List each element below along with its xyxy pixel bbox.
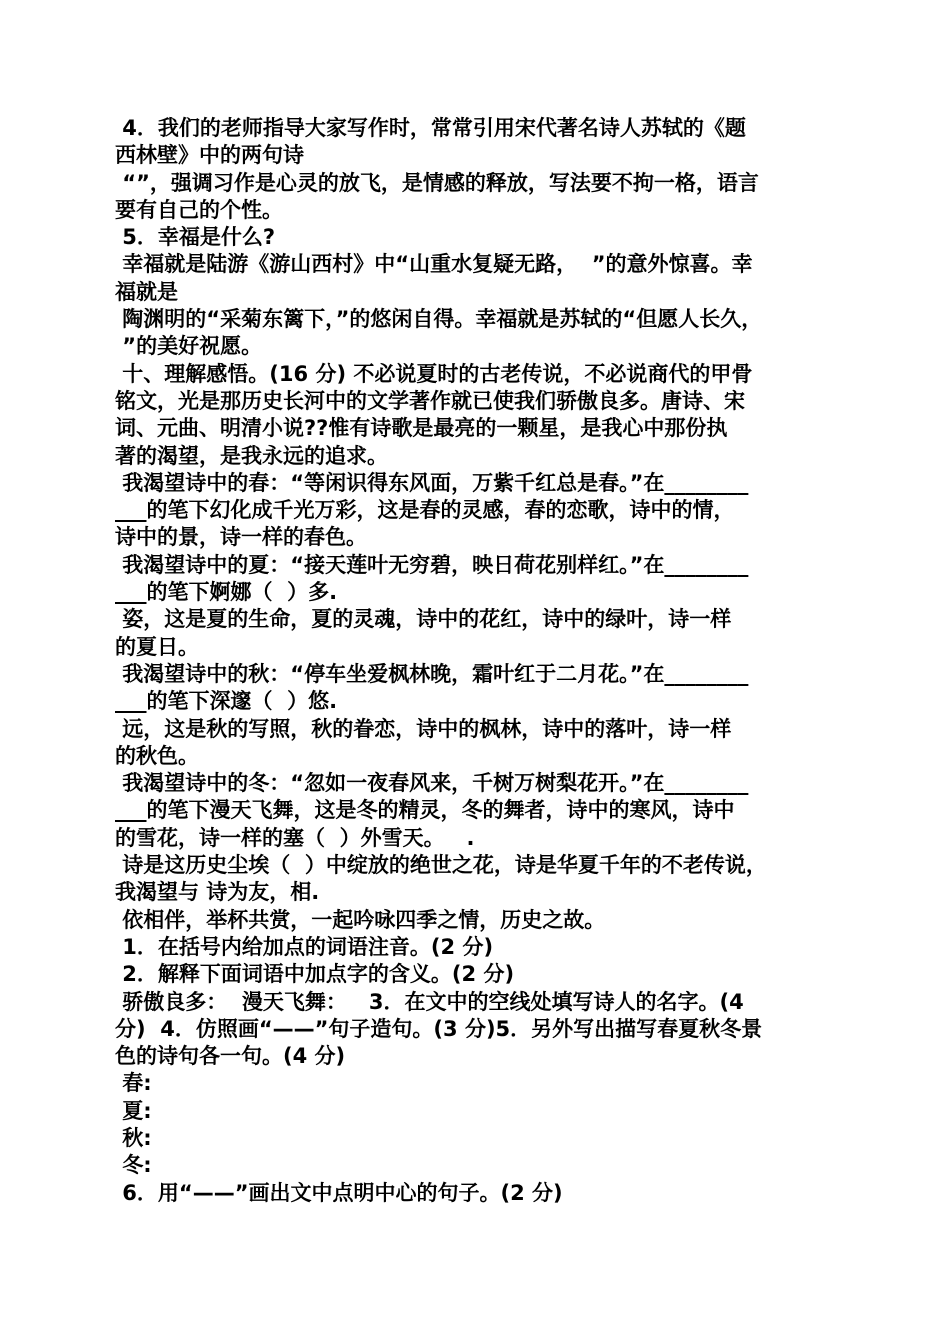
text-line: 分) 4．仿照画“——”句子造句。(3 分)5．另外写出描写春夏秋冬景: [115, 1016, 763, 1041]
text-line: 2．解释下面词语中加点字的含义。(2 分): [115, 962, 515, 987]
text-line: 幸福就是陆游《游山西村》中“山重水复疑无路， ”的意外惊喜。幸: [115, 252, 753, 277]
text-line: 十、理解感悟。(16 分) 不必说夏时的古老传说，不必说商代的甲骨: [115, 361, 753, 386]
text-line: 要有自己的个性。: [115, 197, 283, 222]
text-line: ___的笔下漫天飞舞，这是冬的精灵，冬的舞者，诗中的寒风，诗中: [115, 798, 735, 823]
document-page: [115, 115, 845, 1207]
text-line: 西林壁》中的两句诗: [115, 143, 304, 168]
text-line: 福就是: [115, 279, 178, 304]
text-line: 色的诗句各一句。(4 分): [115, 1044, 346, 1069]
text-line: 的雪花，诗一样的塞（ ）外雪天。 .: [115, 825, 475, 850]
text-line: 4．我们的老师指导大家写作时，常常引用宋代著名诗人苏轼的《题: [115, 116, 746, 140]
text-line: 我渴望诗中的秋：“停车坐爱枫林晚，霜叶红于二月花。”在________: [115, 661, 749, 686]
text-line: “”，强调习作是心灵的放飞，是情感的释放，写法要不拘一格，语言: [115, 170, 759, 195]
text-line: 我渴望诗中的夏：“接天莲叶无穷碧，映日荷花别样红。”在________: [115, 552, 749, 577]
text-line: 依相伴，举杯共赏，一起吟咏四季之情，历史之故。: [115, 907, 606, 932]
text-line: 词、元曲、明清小说??惟有诗歌是最亮的一颗星，是我心中那份执: [115, 416, 728, 441]
text-line: 的秋色。: [115, 743, 199, 768]
text-line: 著的渴望，是我永远的追求。: [115, 443, 388, 468]
text-line: 5．幸福是什么?: [115, 225, 276, 250]
text-line: 的夏日。: [115, 634, 199, 659]
text-line: 铭文，光是那历史长河中的文学著作就已使我们骄傲良多。唐诗、宋: [115, 388, 745, 413]
text-line: ___的笔下幻化成千光万彩，这是春的灵感，春的恋歌，诗中的情，: [115, 498, 735, 523]
text-line: 6．用“——”画出文中点明中心的句子。(2 分): [115, 1180, 563, 1205]
text-line: 远，这是秋的写照，秋的眷恋，诗中的枫林，诗中的落叶，诗一样: [115, 716, 732, 741]
text-line: 陶渊明的“采菊东篱下，”的悠闲自得。幸福就是苏轼的“但愿人长久，: [115, 307, 763, 332]
text-line: 骄傲良多： 漫天飞舞： 3．在文中的空线处填写诗人的名字。(4: [115, 989, 744, 1014]
text-line: 1．在括号内给加点的词语注音。(2 分): [115, 934, 494, 959]
text-line: 诗是这历史尘埃（ ）中绽放的绝世之花，诗是华夏千年的不老传说，: [115, 853, 767, 878]
text-line: 夏:: [115, 1098, 152, 1123]
text-line: 诗中的景，诗一样的春色。: [115, 525, 367, 550]
text-line: ___的笔下深邃（ ）悠.: [115, 689, 338, 714]
text-line: 我渴望与 诗为友，相.: [115, 880, 320, 905]
text-line: ”的美好祝愿。: [115, 334, 263, 359]
text-line: 我渴望诗中的春：“等闲识得东风面，万紫千红总是春。”在________: [115, 470, 749, 495]
text-line: 我渴望诗中的冬：“忽如一夜春风来，千树万树梨花开。”在________: [115, 771, 749, 796]
text-line: 秋:: [115, 1125, 152, 1150]
text-line: 冬:: [115, 1153, 152, 1178]
text-line: ___的笔下婀娜（ ）多.: [115, 580, 338, 605]
text-line: 姿，这是夏的生命，夏的灵魂，诗中的花红，诗中的绿叶，诗一样: [115, 607, 732, 632]
text-line: 春:: [115, 1071, 152, 1096]
